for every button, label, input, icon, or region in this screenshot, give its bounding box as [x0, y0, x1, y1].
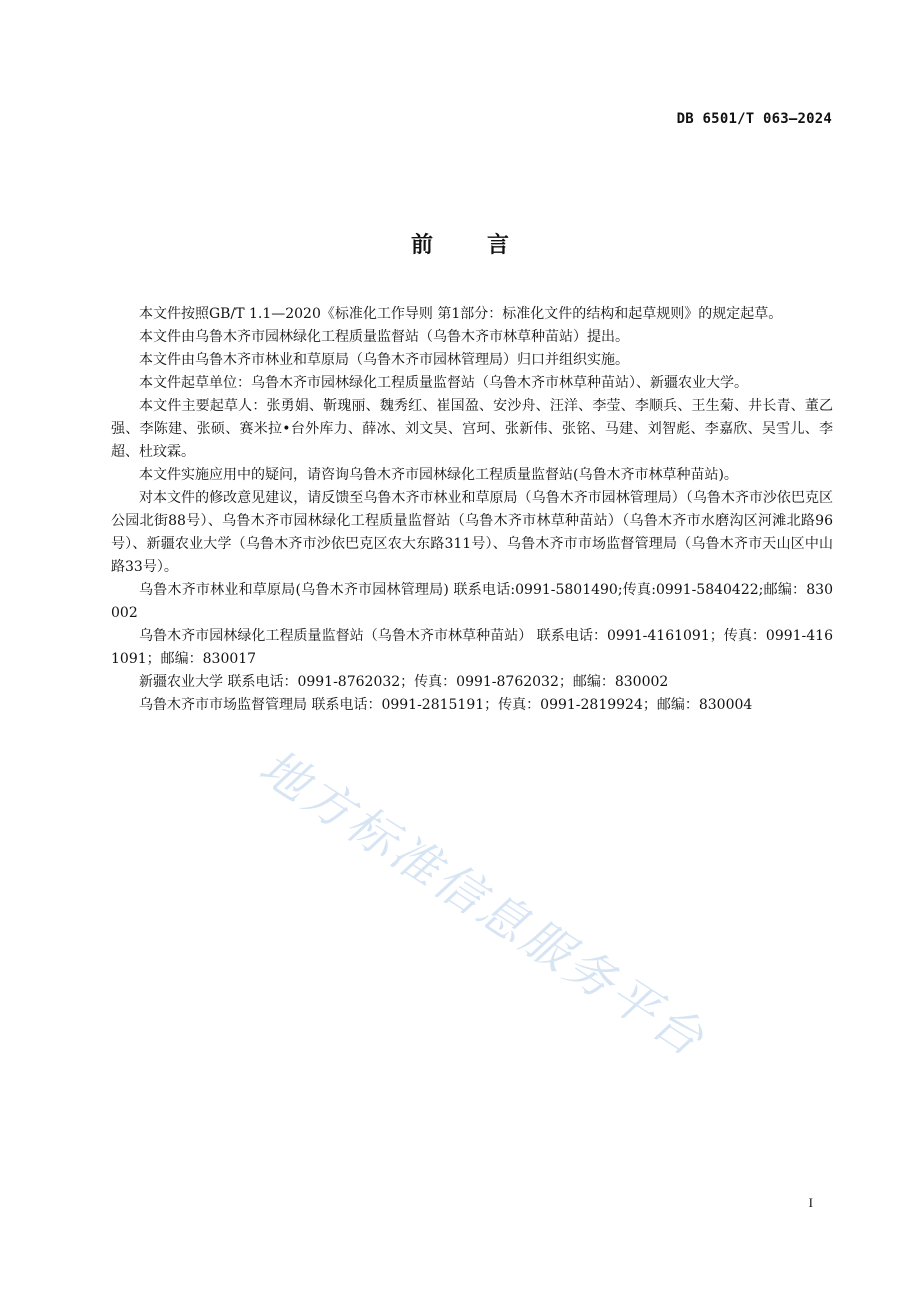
paragraph-drafting-basis: 本文件按照GB/T 1.1—2020《标准化工作导则 第1部分：标准化文件的结构和起草规则》的规定起草。	[139, 306, 783, 322]
paragraph-drafting-units: 本文件起草单位：乌鲁木齐市园林绿化工程质量监督站（乌鲁木齐市林草种苗站）、新疆农业大学。	[139, 375, 748, 391]
doc-code: DB 6501/T 063—2024	[676, 111, 832, 127]
contact-agricultural-university: 新疆农业大学 联系电话：0991-8762032；传真：0991-8762032；邮编：830002	[139, 674, 669, 690]
paragraph-inquiries: 本文件实施应用中的疑问，请咨询乌鲁木齐市园林绿化工程质量监督站(乌鲁木齐市林草种苗站)。	[139, 467, 738, 483]
paragraph-proposer: 本文件由乌鲁木齐市园林绿化工程质量监督站（乌鲁木齐市林草种苗站）提出。	[139, 329, 629, 345]
page-number: I	[808, 1195, 813, 1210]
foreword-content	[111, 303, 833, 717]
paragraph-administrator: 本文件由乌鲁木齐市林业和草原局（乌鲁木齐市园林管理局）归口并组织实施。	[139, 352, 629, 368]
contact-market-regulation: 乌鲁木齐市市场监督管理局 联系电话：0991-2815191；传真：0991-2819924；邮编：830004	[139, 697, 753, 713]
watermark: 地方标准信息服务平台	[249, 738, 716, 1069]
contact-supervision-station: 乌鲁木齐市园林绿化工程质量监督站（乌鲁木齐市林草种苗站） 联系电话：0991-4161091；传真：0991-4161091；邮编：830017	[111, 628, 833, 667]
page-title: 前言	[410, 233, 563, 258]
paragraph-drafters: 本文件主要起草人：张勇娟、靳瑰丽、魏秀红、崔国盈、安沙舟、汪洋、李莹、李顺兵、王生菊、井长青、董乙强、李陈建、张硕、赛米拉•台外库力、薛冰、刘文昊、宫珂、张新伟、张铭、马建、刘智彪、李嘉欣、吴雪儿、李超、杜玟霖。	[111, 398, 833, 460]
paragraph-feedback: 对本文件的修改意见建议，请反馈至乌鲁木齐市林业和草原局（乌鲁木齐市园林管理局）（乌鲁木齐市沙依巴克区公园北街88号）、乌鲁木齐市园林绿化工程质量监督站（乌鲁木齐市林草种苗站）（乌鲁木齐市水磨沟区河滩北路96号）、新疆农业大学（乌鲁木齐市沙依巴克区农大东路311号）、乌鲁木齐市市场监督管理局（乌鲁木齐市天山区中山路33号）。	[111, 490, 833, 575]
contact-forestry-bureau: 乌鲁木齐市林业和草原局(乌鲁木齐市园林管理局) 联系电话:0991-5801490;传真:0991-5840422;邮编：830002	[111, 582, 833, 621]
